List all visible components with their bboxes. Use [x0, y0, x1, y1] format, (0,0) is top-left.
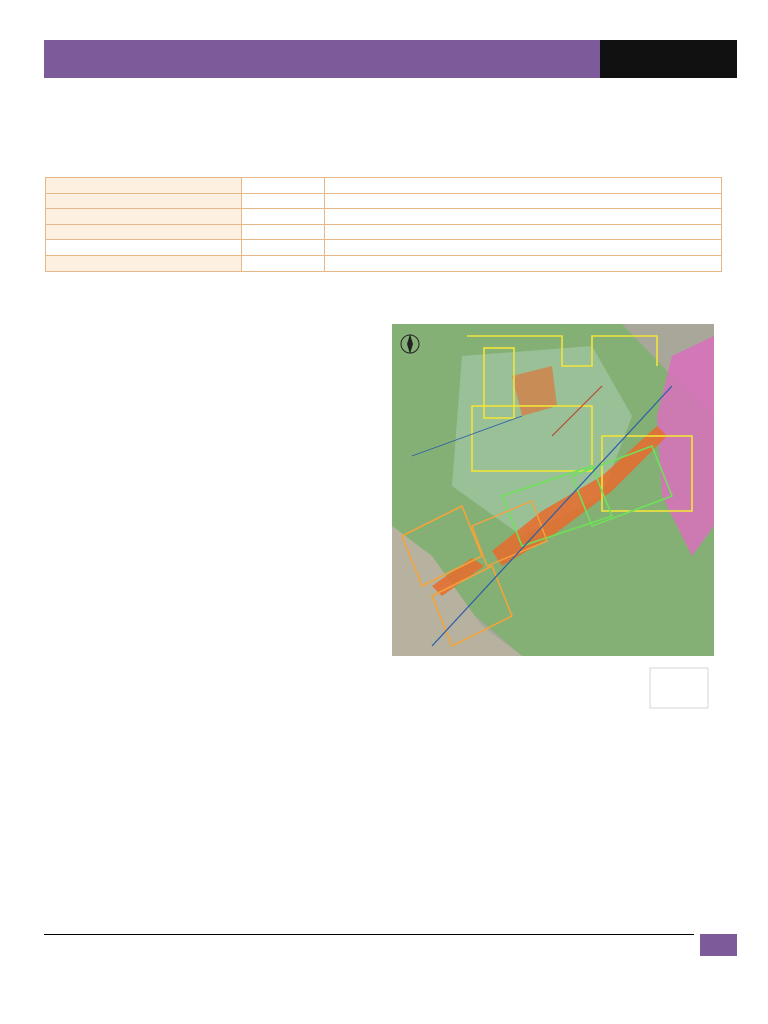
metric-label	[46, 178, 242, 194]
key-metrics-table	[45, 177, 722, 272]
page-number	[700, 934, 737, 956]
metric-desc	[325, 178, 722, 194]
metric-value	[242, 224, 325, 240]
table-row	[46, 193, 722, 209]
metric-desc	[325, 209, 722, 225]
map-graphic	[372, 296, 736, 738]
metric-desc	[325, 255, 722, 271]
metric-label	[46, 209, 242, 225]
metric-value	[242, 193, 325, 209]
table-row	[46, 224, 722, 240]
geological-map	[372, 296, 736, 738]
metric-desc	[325, 224, 722, 240]
metric-label	[46, 224, 242, 240]
header-date	[600, 40, 737, 78]
metric-desc	[325, 193, 722, 209]
table-row	[46, 255, 722, 271]
metric-value	[242, 178, 325, 194]
metric-desc	[325, 240, 722, 256]
metric-label	[46, 255, 242, 271]
header-title	[44, 40, 600, 78]
map-geology	[392, 324, 714, 656]
metric-value	[242, 209, 325, 225]
table-row	[46, 178, 722, 194]
metric-label	[46, 193, 242, 209]
header-band	[44, 40, 737, 78]
metric-value	[242, 255, 325, 271]
metric-value	[242, 240, 325, 256]
footer-contact	[44, 934, 694, 937]
metric-label	[46, 240, 242, 256]
table-row	[46, 240, 722, 256]
table-row	[46, 209, 722, 225]
